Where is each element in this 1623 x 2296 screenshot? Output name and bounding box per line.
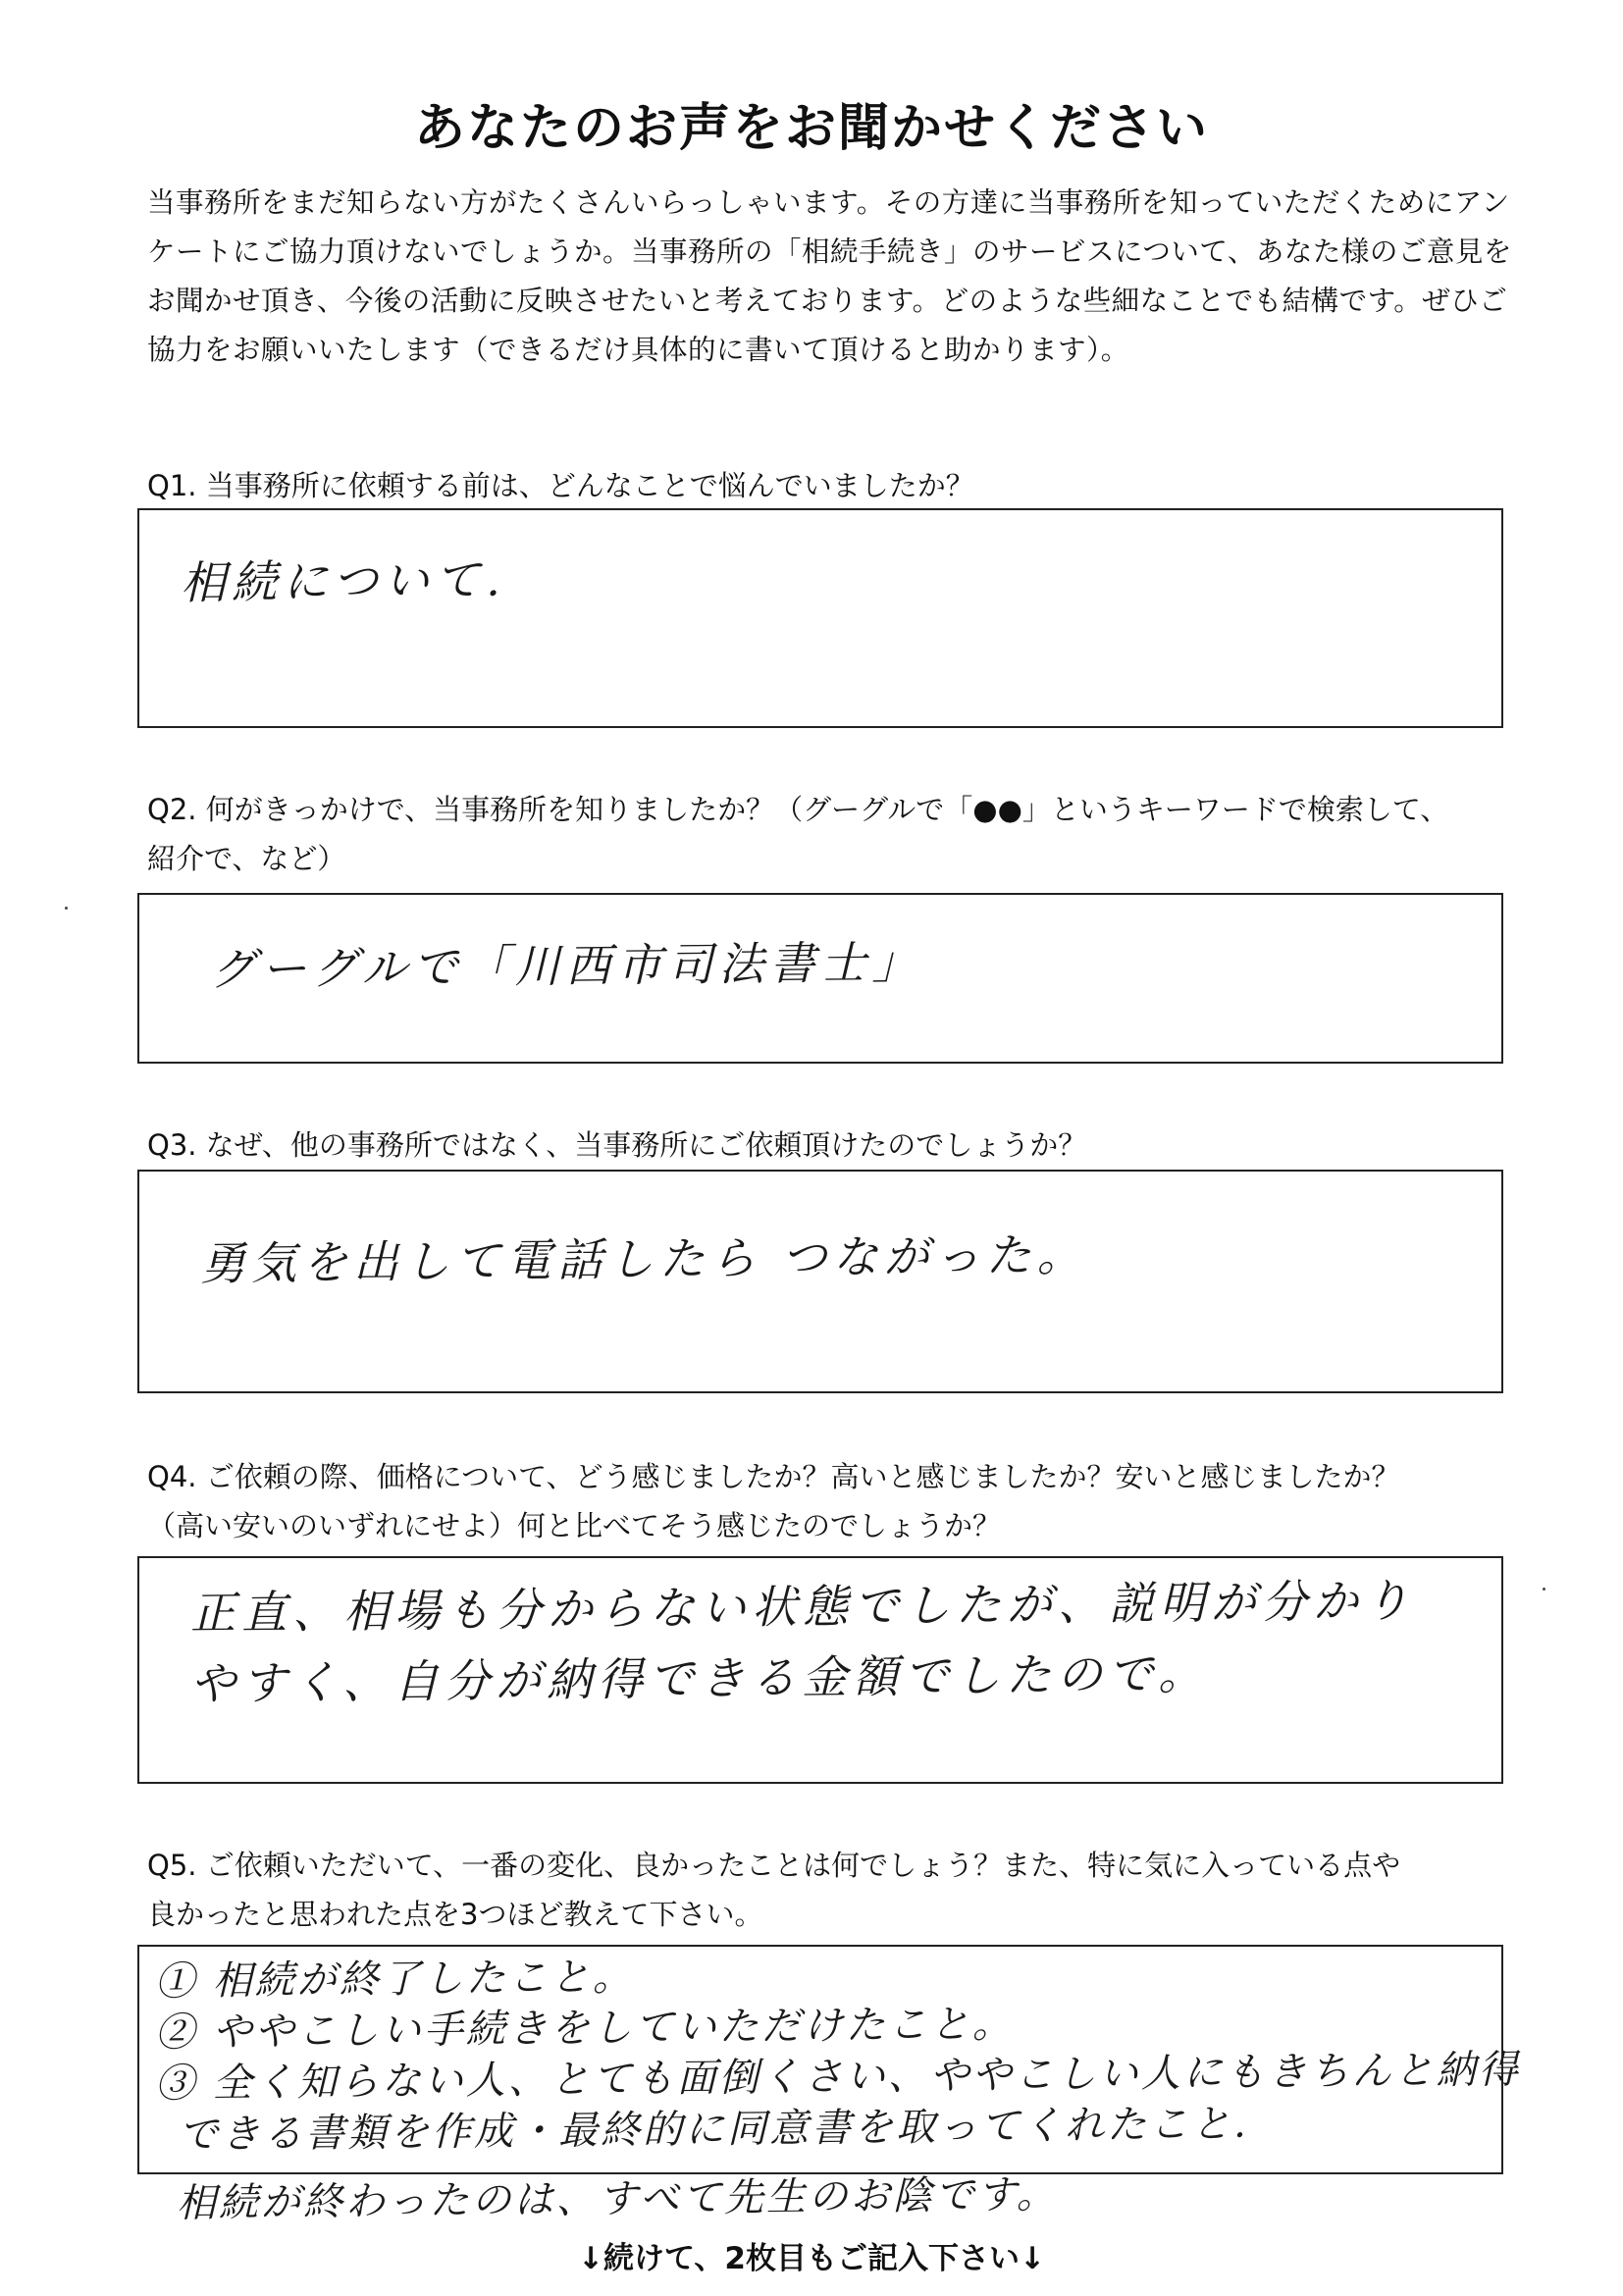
question-4 (147, 1452, 1400, 1550)
answer-box-4[interactable] (137, 1556, 1503, 1784)
question-text: Q3. なぜ、他の事務所ではなく、当事務所にご依頼頂けたのでしょうか？ (147, 1128, 1087, 1162)
question-1 (147, 461, 974, 510)
answer-box-3[interactable] (137, 1170, 1503, 1393)
handwritten-answer: グーグルで「川西市司法書士」 (209, 935, 923, 996)
question-text: Q5. ご依頼いただいて、一番の変化、良かったことは何でしょう？また、特に気に入っている点や (147, 1849, 1401, 1882)
intro-line: 当事務所をまだ知らない方がたくさんいらっしゃいます。その方達に当事務所を知っていただくためにアン (147, 186, 1510, 219)
answer-box-2[interactable] (137, 893, 1503, 1064)
question-5 (147, 1841, 1400, 1939)
question-text: 紹介で、など） (147, 842, 346, 875)
handwritten-answer: ① 相続が終了したこと。 (154, 1954, 635, 2005)
handwritten-answer: 相続について. (180, 552, 506, 609)
question-text: Q1. 当事務所に依頼する前は、どんなことで悩んでいましたか？ (147, 469, 974, 502)
intro-line: お聞かせ頂き、今後の活動に反映させたいと考えております。どのような些細なことでも結構です。ぜひご (147, 285, 1508, 317)
handwritten-answer: できる書類を作成・最終的に同意書を取ってくれたこと. (178, 2101, 1249, 2158)
handwritten-answer: ② ややこしい手続きをしていただけたこと。 (154, 2001, 1015, 2056)
question-text: 良かったと思われた点を3つほど教えて下さい。 (147, 1898, 763, 1931)
question-3 (147, 1121, 1086, 1170)
handwritten-answer: やすく、自分が納得できる金額でしたので。 (189, 1646, 1210, 1710)
question-2 (147, 785, 1448, 883)
scan-speck (1543, 1588, 1545, 1591)
continue-notice: ↓続けて、2枚目もご記入下さい↓ (578, 2241, 1045, 2276)
question-text: （高い安いのいずれにせよ）何と比べてそう感じたのでしょうか？ (147, 1509, 1002, 1542)
handwritten-answer: ③ 全く知らない人、とても面倒くさい、ややこしい人にもきちんと納得 (154, 2047, 1521, 2107)
intro-line: 協力をお願いいたします（できるだけ具体的に書いて頂けると助かります）。 (147, 334, 1129, 366)
question-text: Q2. 何がきっかけで、当事務所を知りましたか？（グーグルで「●●」というキーワードで検索して、 (147, 793, 1449, 826)
answer-box-5[interactable] (137, 1945, 1521, 2174)
handwritten-note: 相続が終わったのは、すべて先生のお陰です。 (176, 2171, 1059, 2226)
handwritten-answer: 勇気を出して電話したら つながった。 (199, 1227, 1088, 1290)
page-title: あなたのお声をお聞かせください (413, 99, 1209, 158)
handwritten-answer: 正直、相場も分からない状態でしたが、説明が分かり (189, 1573, 1416, 1640)
intro-paragraph (147, 179, 1512, 375)
intro-line: ケートにご協力頂けないでしょうか。当事務所の「相続手続き」のサービスについて、あなた様のご意見を (147, 235, 1512, 268)
answer-box-1[interactable] (137, 508, 1503, 728)
scan-speck (65, 907, 68, 910)
question-text: Q4. ご依頼の際、価格について、どう感じましたか？高いと感じましたか？安いと感じましたか？ (147, 1460, 1400, 1493)
